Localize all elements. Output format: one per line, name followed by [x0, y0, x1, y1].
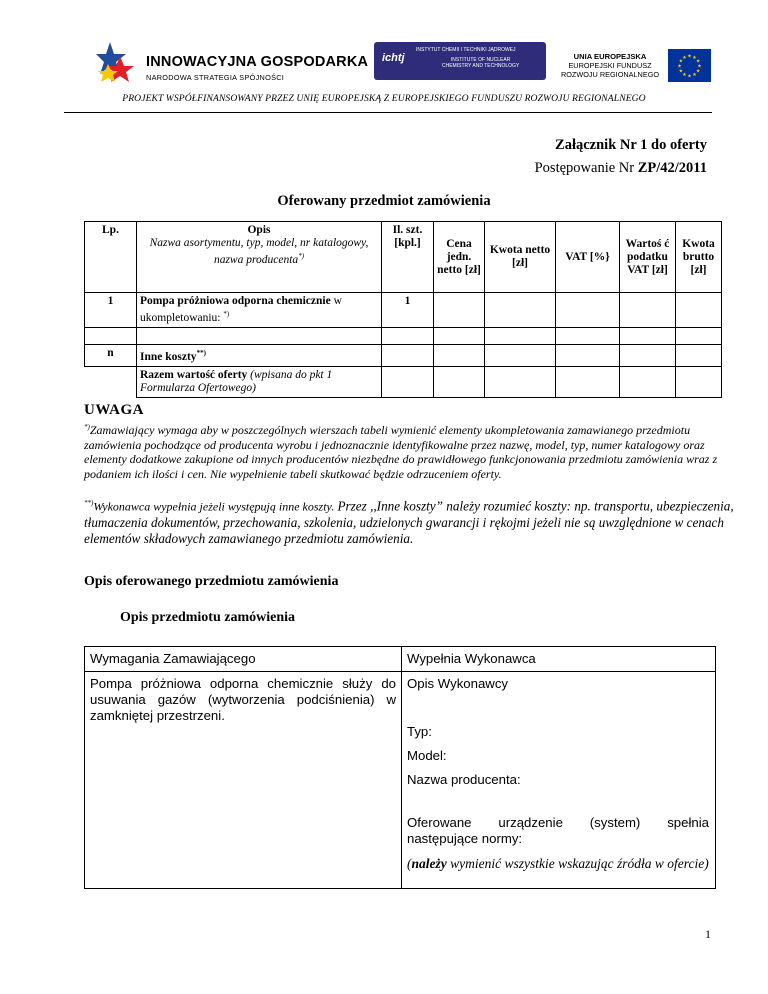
eu-regional: ROZWOJU REGIONALNEGO [560, 70, 660, 79]
eu-star-icon: ★ [687, 74, 692, 80]
header-gross-amount: Kwota brutto [zł] [676, 222, 722, 293]
header-lp: Lp. [85, 222, 137, 293]
field-model[interactable]: Model: [407, 748, 447, 763]
table-row [85, 366, 722, 397]
section-offered-description: Opis oferowanego przedmiotu zamówienia [84, 574, 339, 589]
procedure-number: Postępowanie Nr ZP/42/2011 [534, 160, 707, 176]
row-n-label: Inne koszty**) [137, 344, 382, 366]
institute-name-pl: INSTYTUT CHEMII I TECHNIKI JĄDROWEJ [416, 47, 516, 53]
institute-name-en: INSTITUTE OF NUCLEAR CHEMISTRY AND TECHNOLOGY [442, 57, 520, 69]
eu-star-icon: ★ [695, 59, 701, 65]
header-quantity: Il. szt. [kpl.] [382, 222, 434, 293]
row1-name: Pompa próżniowa odporna chemicznie w ukompletowaniu: *) [137, 293, 382, 328]
ig-star-icon [96, 40, 144, 84]
table-row [85, 293, 722, 328]
eu-star-icon: ★ [697, 64, 702, 70]
page-number: 1 [705, 927, 711, 941]
header-vat-amount: Wartoś ć podatku VAT [zł] [620, 222, 676, 293]
uwaga-note-2: **)Wykonawca wypełnia jeżeli występują inne koszty. Przez ,,Inne koszty” należy rozumieć koszty: np. transportu, ubezpieczenia, tłumaczenia dokumentów, przechowania, szkolenia, udzielonych gwarancji i rękojmi jeżeli nie są uwzględnione w cenach elementów składowych zamawianego przedmiotu zamówienia. [84, 498, 734, 546]
eu-star-icon: ★ [687, 54, 692, 60]
eu-union: UNIA EUROPEJSKA [573, 52, 647, 61]
header-vat: VAT [%} [556, 222, 620, 293]
section-item-description: Opis przedmiotu zamówienia [120, 610, 295, 625]
requirements-table [84, 646, 716, 889]
uwaga-note-1: *)Zamawiający wymaga aby w poszczególnych wierszach tabeli wymienić elementy ukompletowania zamawianego przedmiotu zamówienia pochodzące od producenta wyrobu i jednoznacznie identyfikowalne przez nazwę, model, typ, numer katalogowy oraz elementy dodatkowe zakupione od innych producentów niezbędne do prawidłowego funkcjonowania przedmiotu zamówienia wraz z podaniem ich ilości i cen. Nie wypełnienie tabeli skutkować będzie odrzuceniem oferty. [84, 423, 718, 481]
row1-net-cell[interactable] [485, 293, 556, 328]
eu-star-icon: ★ [692, 55, 697, 61]
total-label: Razem wartość oferty (wpisana do pkt 1 Formularza Ofertowego) [137, 366, 382, 397]
eu-star-icon: ★ [692, 73, 697, 79]
institute-acronym: ichtj [382, 52, 405, 64]
header-unit-price: Cena jedn. netto [zł] [434, 222, 485, 293]
eu-fund: EUROPEJSKI FUNDUSZ [568, 61, 652, 70]
header-opis: Opis Nazwa asortymentu, typ, model, nr katalogowy, nazwa producenta*) [137, 222, 382, 293]
ig-subtitle: NARODOWA STRATEGIA SPÓJNOŚCI [146, 73, 285, 82]
eu-star-icon: ★ [677, 64, 682, 70]
offered-item-title: Oferowany przedmiot zamówienia [277, 193, 491, 209]
row1-vat-amount-cell[interactable] [620, 293, 676, 328]
row1-gross-cell[interactable] [676, 293, 722, 328]
eu-star-icon: ★ [678, 69, 684, 75]
contractor-description[interactable]: Opis Wykonawcy [407, 676, 509, 691]
attachment-title: Załącznik Nr 1 do oferty [555, 137, 707, 153]
row1-lp: 1 [85, 293, 137, 328]
project-cofinancing-line: PROJEKT WSPÓŁFINANSOWANY PRZEZ UNIĘ EUROPEJSKĄ Z EUROPEJSKIEGO FUNDUSZU ROZWOJU REGIONALNEGO [122, 93, 646, 104]
field-producer[interactable]: Nazwa producenta: [407, 772, 521, 787]
table-row [85, 344, 722, 366]
eu-flag-icon [668, 49, 711, 82]
row1-vat-cell[interactable] [556, 293, 620, 328]
offer-table [84, 221, 722, 398]
header-net-amount: Kwota netto [zł] [485, 222, 556, 293]
field-type[interactable]: Typ: [407, 724, 432, 739]
table-header-row [85, 222, 722, 293]
ig-title: INNOWACYJNA GOSPODARKA [146, 54, 369, 70]
eu-star-icon: ★ [695, 69, 701, 75]
uwaga-heading: UWAGA [84, 402, 145, 418]
requirement-text: Pompa próżniowa odporna chemicznie służy do usuwania gazów (wytworzenia podciśnienia) w zamkniętej przestrzeni. [90, 676, 396, 723]
field-norms-line1: Oferowane urządzenie (system) spełnia [407, 815, 709, 830]
row1-qty: 1 [382, 293, 434, 328]
row-n-lp: n [85, 344, 137, 366]
institute-logo [374, 42, 546, 80]
col-contractor-header: Wypełnia Wykonawca [407, 651, 536, 666]
field-norms-line2: następujące normy: [407, 831, 523, 846]
table-row [85, 327, 722, 344]
eu-text [550, 52, 670, 79]
eu-star-icon: ★ [678, 59, 684, 65]
col-requirements-header: Wymagania Zamawiającego [90, 651, 256, 666]
header-divider [64, 112, 712, 113]
eu-stars-icon [668, 49, 711, 82]
innowacyjna-gospodarka-logo [96, 40, 369, 84]
row1-unit-price-cell[interactable] [434, 293, 485, 328]
eu-star-icon: ★ [682, 55, 687, 61]
field-sources[interactable]: (należy wymienić wszystkie wskazując źródła w ofercie) [407, 856, 709, 871]
eu-star-icon: ★ [682, 73, 687, 79]
